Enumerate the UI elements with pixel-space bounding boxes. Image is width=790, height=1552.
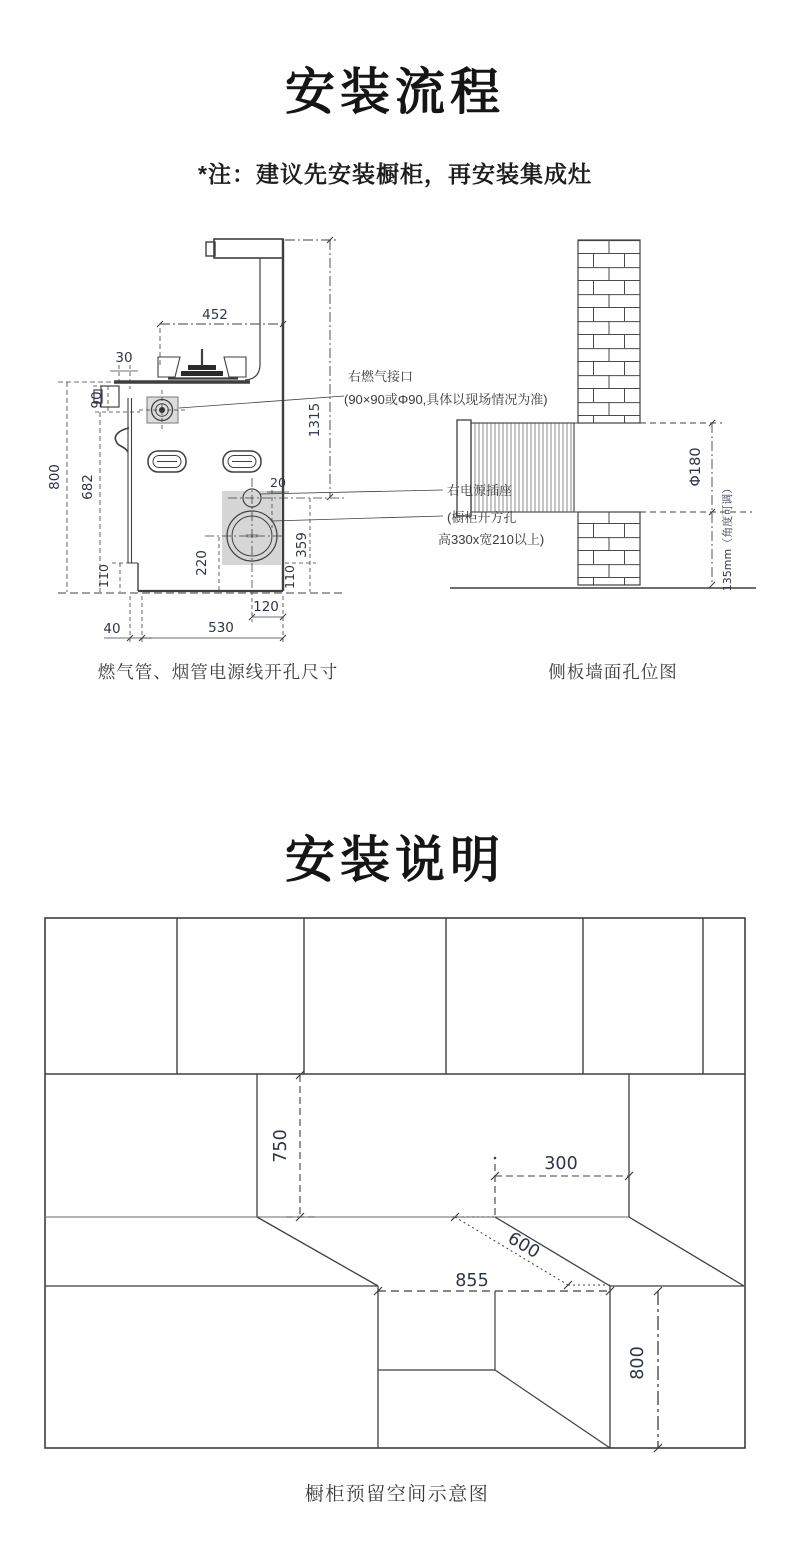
- gas-inlet: [139, 390, 188, 429]
- svg-text:110: 110: [282, 565, 297, 589]
- svg-text:90: 90: [89, 391, 105, 409]
- section2-title: 安装说明: [285, 832, 505, 888]
- vent-left: [148, 451, 186, 472]
- brick-wall-lower: [578, 512, 640, 585]
- dim-800-cabinet: [628, 1287, 662, 1452]
- dim-452: [157, 307, 286, 368]
- hole-leader: [272, 516, 443, 521]
- section1-note: *注：建议先安装橱柜，再安装集成灶: [198, 161, 592, 187]
- svg-text:20: 20: [270, 475, 286, 490]
- svg-text:300: 300: [544, 1154, 578, 1174]
- svg-text:1315: 1315: [307, 402, 323, 438]
- caption-wall: 侧板墙面孔位图: [548, 662, 678, 682]
- dim-135-label: 135mm（角度可调）: [721, 482, 734, 592]
- svg-text:600: 600: [504, 1228, 544, 1263]
- svg-text:452: 452: [202, 307, 228, 323]
- dim-110-right: [282, 563, 316, 589]
- dim-220: [194, 537, 219, 592]
- figure-install-process: [0, 0, 790, 700]
- svg-text:120: 120: [253, 599, 279, 615]
- svg-text:220: 220: [194, 550, 210, 576]
- dim-phi180: [640, 420, 752, 591]
- svg-text:110: 110: [96, 564, 111, 588]
- vent-right: [223, 451, 261, 472]
- section1-title: 安装流程: [285, 64, 505, 120]
- figure-cabinet-space: [0, 900, 790, 1520]
- svg-text:800: 800: [47, 464, 63, 490]
- svg-text:30: 30: [115, 350, 133, 366]
- caption-cutout: 燃气管、烟管电源线开孔尺寸: [97, 662, 339, 682]
- svg-text:Φ180: Φ180: [688, 447, 704, 487]
- dim-110-left: [96, 563, 134, 592]
- handle-hook: [115, 428, 129, 452]
- svg-text:40: 40: [103, 621, 121, 637]
- svg-text:855: 855: [455, 1271, 489, 1291]
- gas-port-label-2: (90×90或Φ90,具体以现场情况为准): [344, 392, 548, 407]
- stove-side-view: [47, 237, 548, 643]
- dim-40: [103, 596, 152, 643]
- svg-text:800: 800: [628, 1346, 648, 1380]
- hole-label-1: (橱柜开方孔: [447, 510, 517, 525]
- dim-1315: [285, 237, 338, 500]
- svg-text:682: 682: [80, 474, 96, 500]
- svg-text:530: 530: [208, 620, 234, 636]
- dim-750: [271, 1071, 316, 1221]
- dim-120: [249, 584, 286, 622]
- gas-port-label-1: 右燃气接口: [348, 369, 414, 384]
- svg-text:359: 359: [294, 532, 310, 558]
- brick-wall-upper: [578, 240, 640, 423]
- exhaust-duct: [457, 420, 640, 516]
- socket-label: 右电源插座: [447, 483, 513, 498]
- svg-text:750: 750: [271, 1129, 291, 1163]
- dim-855: [374, 1271, 614, 1295]
- dim-300: [491, 1154, 633, 1217]
- hole-label-2: 高330x宽210以上): [438, 532, 545, 547]
- burner: [158, 349, 246, 379]
- caption-cabinet: 橱柜预留空间示意图: [304, 1484, 490, 1505]
